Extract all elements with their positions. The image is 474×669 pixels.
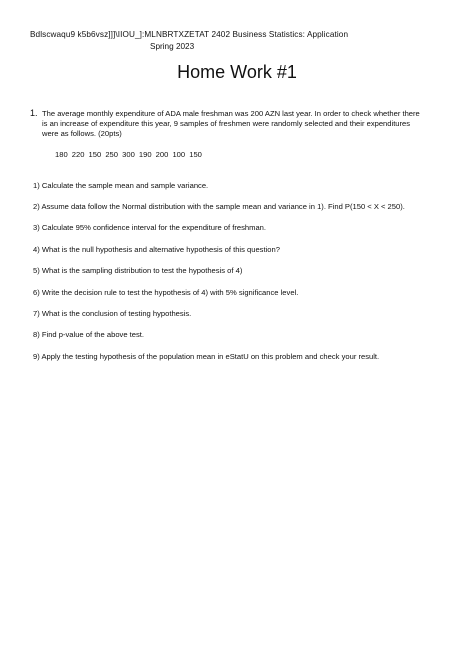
task-item: 8) Find p-value of the above test. [33, 330, 145, 339]
task-item: 4) What is the null hypothesis and alternative hypothesis of this question? [33, 245, 280, 254]
task-item: 9) Apply the testing hypothesis of the population mean in eStatU on this problem and check your result. [33, 352, 380, 361]
task-item: 6) Write the decision rule to test the hypothesis of 4) with 5% significance level. [33, 288, 299, 297]
page-title: Home Work #1 [177, 62, 297, 82]
question-number: 1. [30, 108, 38, 118]
task-item: 3) Calculate 95% confidence interval for the expenditure of freshman. [33, 223, 267, 232]
sample-values: 180 220 150 250 300 190 200 100 150 [55, 150, 202, 159]
question-line: were as follows. (20pts) [42, 129, 122, 139]
question-line: The average monthly expenditure of ADA male freshman was 200 AZN last year. In order to check whether there [42, 109, 420, 118]
course-header: Bdlscwaqu9 k5b6vsz]]]\IIOU_]:MLNBRTXZETAT 2402 Business Statistics: Application [30, 30, 349, 39]
task-item: 5) What is the sampling distribution to test the hypothesis of 4) [33, 266, 243, 275]
semester-label: Spring 2023 [150, 42, 195, 51]
task-item: 2) Assume data follow the Normal distribution with the sample mean and variance in 1). Find P(150 < X < 250). [33, 202, 405, 211]
task-item: 7) What is the conclusion of testing hypothesis. [33, 309, 192, 318]
task-item: 1) Calculate the sample mean and sample variance. [33, 181, 209, 190]
question-text [42, 109, 452, 140]
question-line: is an increase of expenditure this year, 9 samples of freshmen were randomly selected and their expenditures [42, 119, 411, 129]
